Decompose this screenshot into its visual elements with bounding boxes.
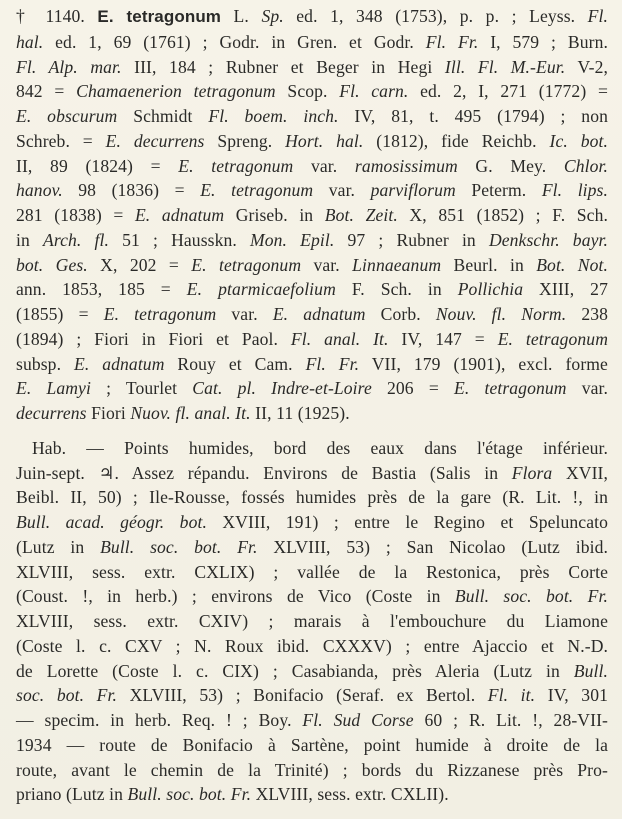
habitat-line xyxy=(16,584,608,609)
italic-reference: Nuov. fl. anal. It. xyxy=(130,403,251,423)
text-run: var. xyxy=(301,254,353,275)
italic-reference: Mon. Epil. xyxy=(250,229,335,250)
italic-reference: E. tetragonum xyxy=(191,254,302,275)
italic-reference: Fl. Sud Corse xyxy=(302,710,414,730)
italic-reference: Fl. lips. xyxy=(541,180,609,201)
text-run: XLVIII, 53) ; San Nicolao (Lutz ibid. xyxy=(257,536,608,557)
italic-reference: Flora xyxy=(511,462,553,483)
habitat-line xyxy=(16,609,608,634)
paragraph-gap xyxy=(16,426,608,436)
text-run: Scop. xyxy=(275,81,340,102)
text-run: Hab. — Points humides, bord des eaux dans l'étage inférieur. xyxy=(32,437,608,458)
habitat-line xyxy=(16,510,608,535)
italic-reference: Chlor. xyxy=(563,155,608,176)
text-run: IV, 147 = xyxy=(388,328,498,349)
habitat-line xyxy=(16,782,608,807)
italic-reference: E. decurrens xyxy=(105,130,205,151)
entry-line xyxy=(16,302,608,327)
text-run: ed. 1, 69 (1761) ; Godr. in Gren. et Godr. xyxy=(43,31,426,52)
text-run: Schreb. = xyxy=(16,130,106,151)
habitat-line xyxy=(16,436,608,461)
italic-reference: decurrens xyxy=(16,403,87,423)
entry-line xyxy=(16,253,608,278)
text-run: subsp. xyxy=(16,353,74,374)
species-name: E. tetragonum xyxy=(97,7,222,26)
italic-reference: Bot. Zeit. xyxy=(324,205,398,225)
italic-reference: Ill. Fl. M.-Eur. xyxy=(444,56,566,77)
text-run: Spreng. xyxy=(204,130,286,151)
text-run: (Coust. !, in herb.) ; environs de Vico (Coste in xyxy=(16,586,455,607)
habitat-line xyxy=(16,535,608,560)
text-run: (1894) ; Fiori in Fiori et Paol. xyxy=(16,328,291,349)
entry-line xyxy=(16,203,608,228)
text-run: (1855) = xyxy=(16,304,104,324)
text-run: ann. 1853, 185 = xyxy=(16,279,187,300)
text-run: XLVIII, sess. extr. CXLII). xyxy=(251,784,449,805)
text-run: 1934 — route de Bonifacio à Sartène, point humide à droite de la xyxy=(16,734,608,755)
italic-reference: Fl. xyxy=(587,6,609,26)
habitat-line xyxy=(16,708,608,733)
text-run: 842 = xyxy=(16,81,77,102)
text-run: Griseb. in xyxy=(224,205,325,225)
italic-reference: E. tetragonum xyxy=(103,304,217,324)
italic-reference: E. tetragonum xyxy=(200,180,314,201)
text-run: Beurl. in xyxy=(441,254,537,275)
text-run: VII, 179 (1901), excl. forme xyxy=(359,353,608,374)
italic-reference: E. obscurum xyxy=(16,106,118,126)
italic-reference: Pollichia xyxy=(457,279,524,300)
italic-reference: Nouv. fl. Norm. xyxy=(435,304,567,324)
italic-reference: hanov. xyxy=(16,180,63,201)
habitat-line xyxy=(16,461,608,486)
habitat-line xyxy=(16,683,608,708)
text-run: 238 xyxy=(566,304,609,324)
text-run: 98 (1836) = xyxy=(62,180,201,201)
entry-line xyxy=(16,352,608,377)
italic-reference: Fl. it. xyxy=(487,685,536,706)
entry-line xyxy=(16,277,608,302)
entry-line xyxy=(16,178,608,203)
text-run: X, 202 = xyxy=(87,254,192,275)
italic-reference: Fl. Fr. xyxy=(305,353,360,374)
italic-reference: Fl. Alp. mar. xyxy=(16,56,122,77)
entry-line xyxy=(16,55,608,80)
italic-reference: Ic. bot. xyxy=(549,130,608,151)
text-run: Beibl. II, 50) ; Ile-Rousse, fossés humides près de la gare (R. Lit. !, in xyxy=(16,487,608,508)
entry-line xyxy=(16,79,608,104)
italic-reference: Fl. anal. It. xyxy=(290,328,389,349)
italic-reference: Bull. acad. géogr. bot. xyxy=(16,512,207,532)
italic-reference: Chamaenerion tetragonum xyxy=(76,81,276,102)
entry-line xyxy=(16,228,608,253)
italic-reference: E. ptarmicaefolium xyxy=(186,279,336,300)
text-run: XVIII, 191) ; entre le Regino et Speluncato xyxy=(206,512,608,532)
text-run: II, 11 (1925). xyxy=(250,403,350,423)
entry-line xyxy=(16,129,608,154)
text-run: var. xyxy=(216,304,273,324)
text-run: Schmidt xyxy=(117,106,209,126)
italic-reference: Bull. soc. bot. Fr. xyxy=(454,586,608,607)
entry-line xyxy=(16,4,608,30)
entry-line xyxy=(16,154,608,179)
habitat-line xyxy=(16,485,608,510)
italic-reference: E. adnatum xyxy=(272,304,366,324)
italic-reference: Bull. soc. bot. Fr. xyxy=(100,536,258,557)
text-run: 281 (1838) = xyxy=(16,205,135,225)
text-run: XLVIII, 53) ; Bonifacio (Seraf. ex Bertol. xyxy=(117,685,488,706)
italic-reference: Sp. xyxy=(261,6,284,26)
text-run: var. xyxy=(293,155,355,176)
text-run: (Lutz in xyxy=(16,536,101,557)
italic-reference: Linnaeanum xyxy=(352,254,442,275)
text-run: (1812), fide Reichb. xyxy=(363,130,550,151)
text-run: I, 579 ; Burn. xyxy=(478,31,608,52)
habitat-line xyxy=(16,634,608,659)
text-run: G. Mey. xyxy=(457,155,564,176)
italic-reference: Cat. pl. Indre-et-Loire xyxy=(192,378,372,399)
italic-reference: Bull. soc. bot. Fr. xyxy=(127,784,252,805)
entry-line xyxy=(16,327,608,352)
text-run: ed. 1, 348 (1753), p. p. ; Leyss. xyxy=(283,6,588,26)
entry-line xyxy=(16,30,608,55)
text-run: X, 851 (1852) ; F. Sch. xyxy=(397,205,608,225)
italic-reference: Fl. Fr. xyxy=(425,31,479,52)
italic-reference: E. tetragonum xyxy=(497,328,609,349)
text-run: (Coste l. c. CXV ; N. Roux ibid. CXXXV) ; entre Ajaccio et N.-D. xyxy=(16,635,608,656)
italic-reference: parviflorum xyxy=(370,180,456,201)
text-run: var. xyxy=(566,378,608,399)
text-run: var. xyxy=(313,180,371,201)
italic-reference: E. adnatum xyxy=(73,353,165,374)
habitat-line xyxy=(16,560,608,585)
text-run: priano (Lutz in xyxy=(16,784,128,805)
habitat-line xyxy=(16,659,608,684)
entry-line xyxy=(16,104,608,129)
text-run: XIII, 27 xyxy=(523,279,608,300)
habitat-paragraph xyxy=(16,436,608,807)
italic-reference: E. tetragonum xyxy=(453,378,567,399)
habitat-line xyxy=(16,758,608,783)
text-run: Juin-sept. ♃. Assez répandu. Environs de Bastia (Salis in xyxy=(16,462,512,483)
text-run: III, 184 ; Rubner et Beger in Hegi xyxy=(121,56,445,77)
text-run: L. xyxy=(221,6,262,26)
text-run: 51 ; Hausskn. xyxy=(109,229,250,250)
text-run: V-2, xyxy=(565,56,608,77)
text-run: — specim. in herb. Req. ! ; Boy. xyxy=(16,710,303,730)
text-run: 97 ; Rubner in xyxy=(334,229,489,250)
text-run: ed. 2, I, 271 (1772) = xyxy=(408,81,608,102)
text-run: de Lorette (Coste l. c. CIX) ; Casabianda, près Aleria (Lutz in xyxy=(16,660,574,681)
italic-reference: E. Lamyi xyxy=(16,378,91,399)
italic-reference: E. tetragonum xyxy=(178,155,294,176)
italic-reference: Fl. boem. inch. xyxy=(208,106,339,126)
italic-reference: ramosissimum xyxy=(354,155,458,176)
text-run: II, 89 (1824) = xyxy=(16,155,179,176)
text-run: 206 = xyxy=(371,378,454,399)
italic-reference: Bot. Not. xyxy=(536,254,609,275)
text-run: 60 ; R. Lit. !, 28-VII- xyxy=(413,710,608,730)
italic-reference: hal. xyxy=(16,31,44,52)
text-run: Rouy et Cam. xyxy=(164,353,306,374)
text-run: IV, 81, t. 495 (1794) ; non xyxy=(338,106,608,126)
species-entry xyxy=(16,4,608,426)
text-run: † 1140. xyxy=(16,6,98,26)
text-run: XLVIII, sess. extr. CXIV) ; marais à l'embouchure du Liamone xyxy=(16,611,608,631)
entry-line xyxy=(16,401,608,426)
italic-reference: Fl. carn. xyxy=(339,81,409,102)
text-run: F. Sch. in xyxy=(335,279,458,300)
italic-reference: bot. Ges. xyxy=(16,254,88,275)
italic-reference: Arch. fl. xyxy=(42,229,110,250)
entry-line xyxy=(16,376,608,401)
text-run: XVII, xyxy=(552,462,608,483)
italic-reference: E. adnatum xyxy=(134,205,225,225)
text-run: route, avant le chemin de la Trinité) ; bords du Rizzanese près Pro- xyxy=(16,759,608,780)
text-run: Peterm. xyxy=(455,180,542,201)
text-run: ; Tourlet xyxy=(90,378,193,399)
text-run: XLVIII, sess. extr. CXLIX) ; vallée de la Restonica, près Corte xyxy=(16,561,608,582)
italic-reference: Bull. xyxy=(573,660,608,681)
habitat-line xyxy=(16,733,608,758)
text-run: Corb. xyxy=(365,304,436,324)
italic-reference: Hort. hal. xyxy=(285,130,364,151)
text-run: Fiori xyxy=(86,403,131,423)
italic-reference: soc. bot. Fr. xyxy=(16,685,118,706)
text-run: in xyxy=(16,229,43,250)
text-run: IV, 301 xyxy=(535,685,608,706)
italic-reference: Denkschr. bayr. xyxy=(488,229,609,250)
